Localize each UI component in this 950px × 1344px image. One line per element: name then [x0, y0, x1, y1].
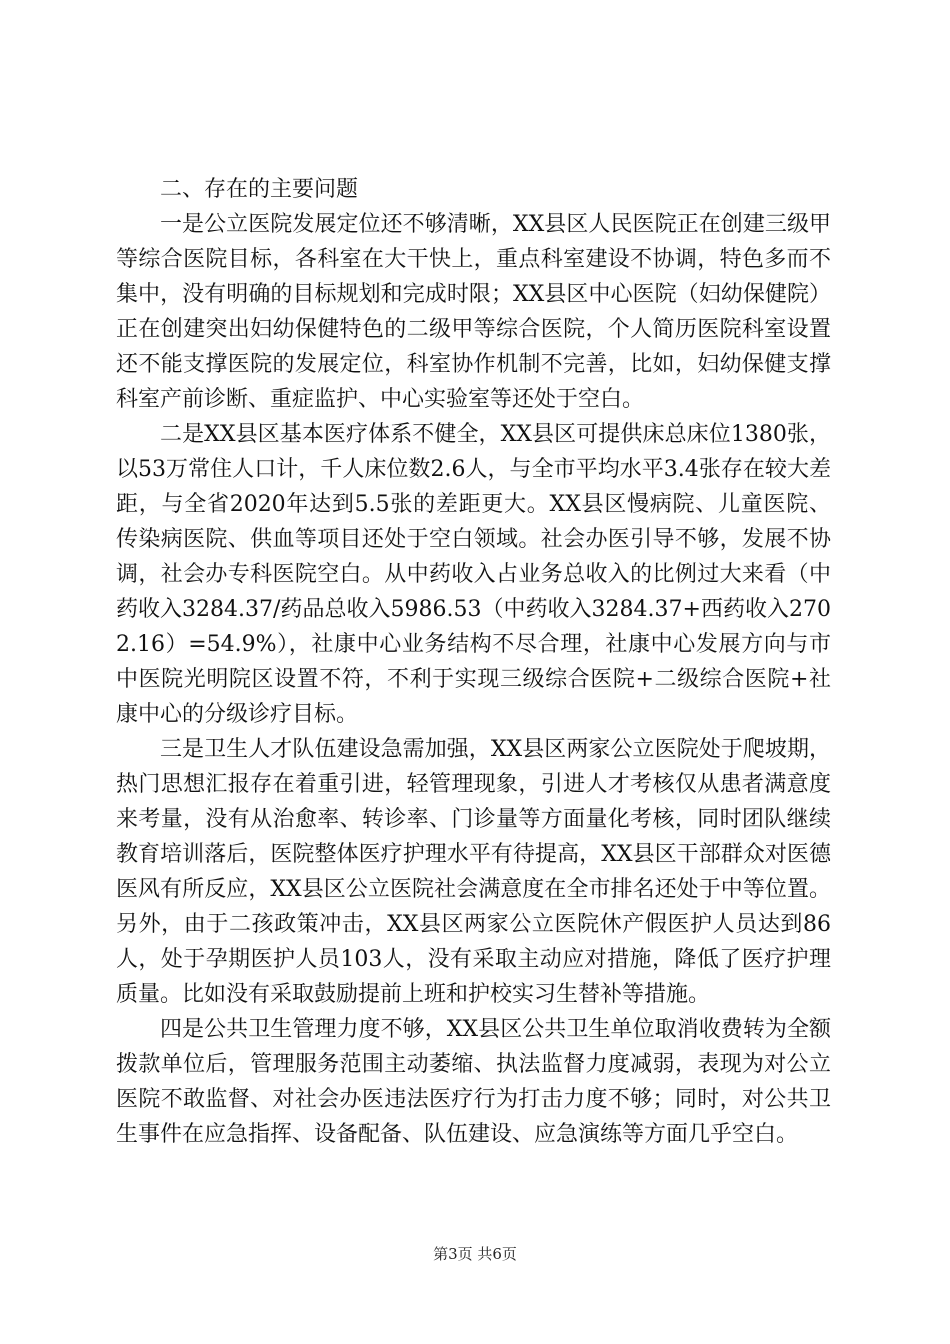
document-body: [116, 172, 831, 1152]
section-heading: 二、存在的主要问题: [160, 177, 359, 202]
paragraph-2: 二是XX县区基本医疗体系不健全，XX县区可提供床总床位1380张，以53万常住人口计，千人床位数2.6人，与全市平均水平3.4张存在较大差距，与全省2020年达到5.5张的差距更大。XX县区慢病院、儿童医院、传染病医院、供血等项目还处于空白领域。社会办医引导不够，发展不协调，社会办专科医院空白。从中药收入占业务总收入的比例过大来看（中药收入3284.37/药品总收入5986.53（中药收入3284.37+西药收入2702.16）=54.9%），社康中心业务结构不尽合理，社康中心发展方向与市中医院光明院区设置不符，不利于实现三级综合医院+二级综合医院+社康中心的分级诊疗目标。: [116, 422, 831, 727]
page-number-footer: 第3页 共6页: [433, 1245, 517, 1263]
paragraph-4: 四是公共卫生管理力度不够，XX县区公共卫生单位取消收费转为全额拨款单位后，管理服务范围主动萎缩、执法监督力度减弱，表现为对公立医院不敢监督、对社会办医违法医疗行为打击力度不够；同时，对公共卫生事件在应急指挥、设备配备、队伍建设、应急演练等方面几乎空白。: [116, 1017, 831, 1147]
paragraph-3: 三是卫生人才队伍建设急需加强，XX县区两家公立医院处于爬坡期，热门思想汇报存在着重引进，轻管理现象，引进人才考核仅从患者满意度来考量，没有从治愈率、转诊率、门诊量等方面量化考核，同时团队继续教育培训落后，医院整体医疗护理水平有待提高，XX县区干部群众对医德医风有所反应，XX县区公立医院社会满意度在全市排名还处于中等位置。另外，由于二孩政策冲击，XX县区两家公立医院休产假医护人员达到86人，处于孕期医护人员103人，没有采取主动应对措施，降低了医疗护理质量。比如没有采取鼓励提前上班和护校实习生替补等措施。: [116, 737, 831, 1007]
paragraph-1: 一是公立医院发展定位还不够清晰，XX县区人民医院正在创建三级甲等综合医院目标，各科室在大干快上，重点科室建设不协调，特色多而不集中，没有明确的目标规划和完成时限；XX县区中心医院（妇幼保健院）正在创建突出妇幼保健特色的二级甲等综合医院，个人简历医院科室设置还不能支撑医院的发展定位，科室协作机制不完善，比如，妇幼保健支撑科室产前诊断、重症监护、中心实验室等还处于空白。: [116, 212, 831, 412]
